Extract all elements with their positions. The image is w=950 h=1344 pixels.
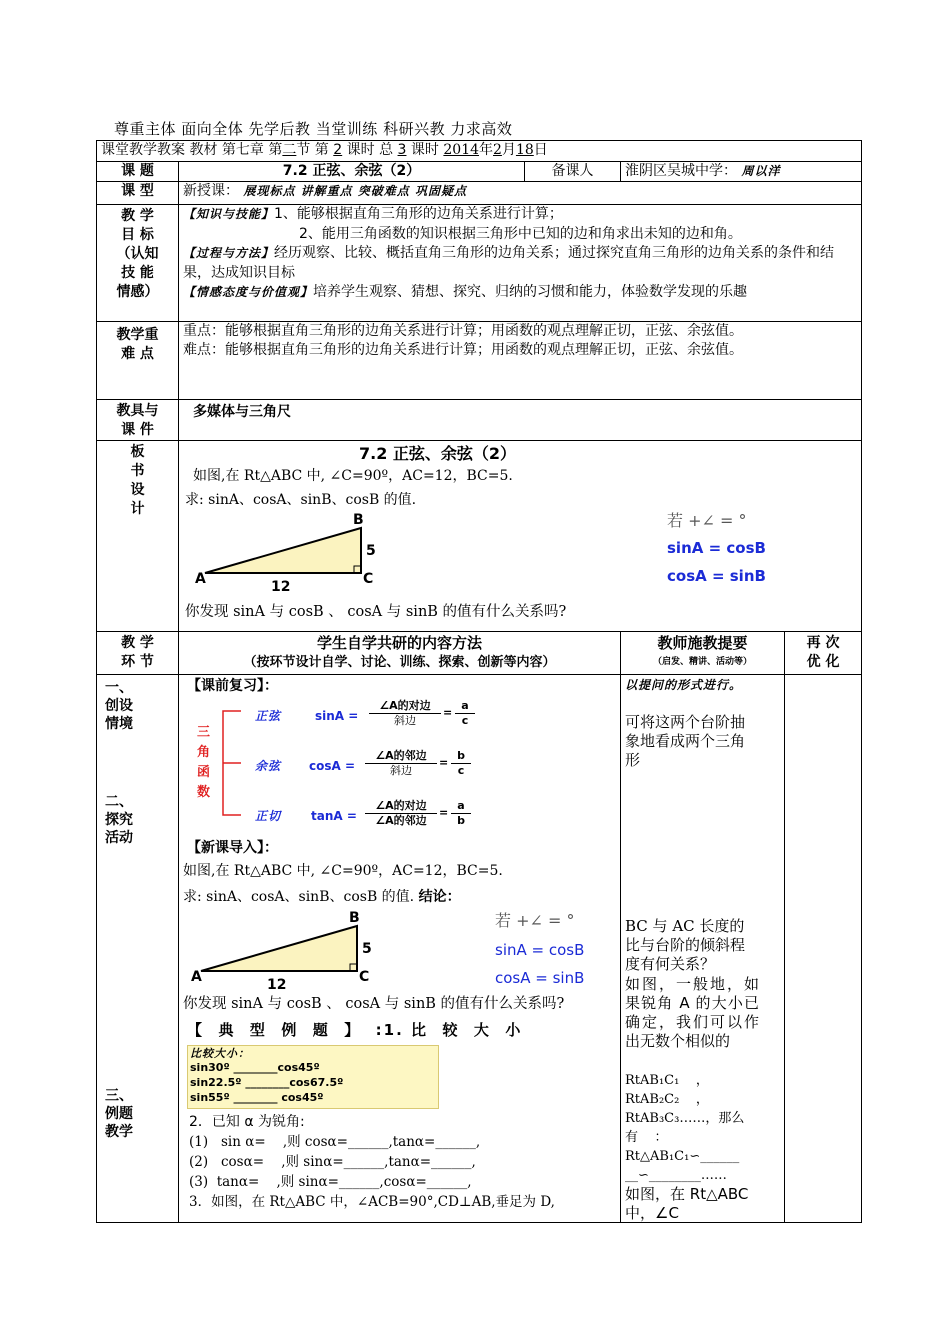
header-mid: 节 第	[296, 142, 329, 158]
vertex-A: A	[195, 571, 206, 587]
stage-2-a: 二、	[105, 794, 133, 810]
type-motto: 展现标点 讲解重点 突破难点 巩固疑点	[243, 184, 467, 198]
col-optimize	[785, 632, 862, 675]
q2c: (3) tanα= ,则 sinα=______,cosα=______,	[189, 1174, 472, 1190]
lesson-plan-table	[96, 140, 862, 1223]
cos-frac	[365, 749, 437, 778]
compare-row-3	[190, 1090, 438, 1105]
teacher-notes	[621, 675, 785, 1223]
review-side-1: 三	[197, 725, 211, 740]
knowledge-2: 2、能用三角函数的知识根据三角形中已知的边和角求出未知的边和角。	[299, 225, 742, 242]
keypoints-label-1: 教学重	[116, 327, 159, 343]
note-1: 以提问的形式进行。	[625, 678, 743, 692]
stage-3-a: 三、	[105, 1088, 133, 1104]
row3-blank: ________	[233, 1091, 278, 1104]
q2a: (1) sin α= ,则 cosα=______,tanα=______,	[189, 1134, 481, 1150]
newlesson-question: 你发现 sinA 与 cosB 、 cosA 与 sinB 的值有什么关系吗?	[183, 996, 565, 1012]
note-8: Rt△AB₁C₁∽______	[625, 1149, 740, 1164]
board-content	[179, 441, 862, 632]
review-side-2: 角	[197, 745, 211, 760]
board-label-4: 计	[130, 501, 145, 517]
sin-num: ∠A的对边	[369, 699, 441, 714]
row1-left: sin30º	[190, 1061, 230, 1074]
stage-1-b: 创设	[105, 698, 133, 714]
review-brace	[213, 705, 243, 825]
note-4: 如图，一般地，如果锐角 A 的大小已确定，我们可以作出无数个相似的	[625, 975, 759, 1050]
note-6: RtAB₂C₂ ，	[625, 1092, 709, 1107]
knowledge-tag: 【知识与技能】	[183, 207, 275, 221]
stage-2-c: 活动	[105, 830, 133, 846]
vertex-B: B	[353, 512, 364, 528]
day-suffix: 日	[533, 142, 548, 158]
cos-c: c	[457, 764, 465, 777]
col-teacher-sub: （启发、精讲、活动等）	[652, 657, 752, 667]
goals-label-2: 目 标	[121, 227, 154, 243]
period-no: 2	[333, 142, 343, 158]
note-7: RtAB₃C₃……，那么 有 ：	[625, 1111, 761, 1145]
total-periods: 3	[397, 142, 407, 158]
header-row	[97, 141, 862, 162]
review-side-4: 数	[197, 785, 211, 800]
cos-num: ∠A的邻边	[365, 749, 437, 764]
board-triangle	[193, 511, 403, 593]
cos-lhs: cosA =	[309, 759, 356, 773]
note-3: BC 与 AC 长度的比与台阶的倾斜程度有何关系？	[625, 917, 746, 973]
prep-label: 备课人	[525, 162, 621, 182]
newlesson-triangle	[189, 909, 399, 991]
col-stage-1: 教 学	[121, 635, 154, 651]
review-title: 【课前复习】：	[187, 678, 278, 694]
board-eq1: sinA = cosB	[667, 539, 766, 557]
board-if: 若 +∠ = °	[667, 511, 747, 530]
year: 2014	[443, 142, 480, 158]
row3-right: cos45º	[281, 1091, 324, 1104]
type-text: 新授课：	[183, 183, 239, 199]
col-teacher	[621, 632, 785, 675]
review-side-3: 函	[197, 765, 211, 780]
tan-name: 正切	[255, 809, 282, 823]
goals-label	[97, 205, 179, 322]
tools-label-1: 教具与	[116, 403, 159, 419]
board-label-3: 设	[130, 482, 145, 498]
emotion-tag: 【情感态度与价值观】	[183, 285, 314, 299]
row2-left: sin22.5º	[190, 1076, 242, 1089]
stage-2-b: 探究	[105, 812, 133, 828]
row1-blank: ________	[233, 1061, 278, 1074]
keypoints-label-2: 难 点	[121, 346, 154, 362]
compare-rows	[190, 1060, 438, 1105]
section-no: 二	[282, 142, 297, 158]
motto: 尊重主体 面向全体 先学后教 当堂训练 科研兴教 力求高效	[114, 120, 513, 138]
goals-label-5: 情感）	[116, 284, 159, 300]
topic-label: 课 题	[97, 162, 179, 182]
row1-right: cos45º	[277, 1061, 320, 1074]
cos-b: b	[451, 749, 471, 764]
optimize-column	[785, 675, 862, 1223]
topic-value: 7.2 正弦、余弦（2）	[179, 162, 525, 182]
keypoints-content	[179, 322, 862, 400]
compare-title: 比较大小：	[190, 1047, 250, 1060]
row2-right: cos67.5º	[289, 1076, 344, 1089]
board-label	[97, 441, 179, 632]
month: 2	[493, 142, 502, 158]
sin-lhs: sinA =	[315, 709, 359, 723]
side-bc: 5	[366, 543, 376, 559]
tan-frac	[365, 799, 437, 828]
col-student-sub: （按环节设计自学、讨论、训练、探索、创新等内容）	[243, 655, 556, 670]
stage-1-c: 情境	[105, 716, 133, 732]
sin-frac	[369, 699, 441, 728]
board-label-1: 板	[130, 444, 145, 460]
row3-left: sin55º	[190, 1091, 230, 1104]
emotion-text: 培养学生观察、猜想、探究、归纳的习惯和能力，体验数学发现的乐趣	[313, 284, 748, 300]
newlesson-title: 【新课导入】：	[187, 840, 278, 856]
vertex2-A: A	[191, 969, 202, 985]
tan-lhs: tanA =	[311, 809, 357, 823]
newlesson-line2-wrap	[183, 888, 461, 907]
newlesson-line1: 如图,在 Rt△ABC 中, ∠C=90º，AC=12，BC=5.	[183, 863, 503, 879]
process-tag: 【过程与方法】	[183, 246, 275, 260]
col-teacher-title: 教师施教提要	[657, 634, 748, 652]
newlesson-eq2: cosA = sinB	[495, 969, 585, 987]
note-10: 如图，在 Rt△ABC 中，∠C	[625, 1185, 749, 1222]
review-side	[197, 723, 210, 803]
sin-ratio: = a c	[447, 699, 475, 728]
tan-ratio: = a b	[443, 799, 471, 828]
stages-column	[97, 675, 179, 1223]
conclusion-label: 结论：	[418, 889, 461, 905]
col-student-title: 学生自学共研的内容方法	[316, 634, 482, 652]
goals-label-1: 教 学	[121, 208, 154, 224]
tan-den: ∠A的邻边	[375, 814, 427, 827]
note-9: __∽________……	[625, 1168, 727, 1183]
compare-box	[187, 1045, 439, 1109]
stage-3-b: 例题	[105, 1106, 133, 1122]
keypoints-label	[97, 322, 179, 400]
col-optimize-1: 再 次	[806, 635, 840, 651]
stage-2	[105, 793, 133, 847]
col-student	[179, 632, 621, 675]
sin-den: 斜边	[394, 714, 416, 727]
difficult-point: 难点：能够根据直角三角形的边角关系进行计算；用函数的观点理解正切，正弦、余弦值。	[183, 342, 743, 358]
stage-1-a: 一、	[105, 680, 133, 696]
tan-num: ∠A的对边	[365, 799, 437, 814]
stage-3-c: 教学	[105, 1124, 133, 1140]
row2-blank: ________	[245, 1076, 290, 1089]
triangle-shape	[205, 528, 361, 573]
key-point: 重点：能够根据直角三角形的边角关系进行计算；用函数的观点理解正切，正弦、余弦值。	[183, 323, 743, 339]
year-suffix: 年	[479, 142, 494, 158]
school-teacher	[621, 162, 862, 182]
tan-b: b	[457, 814, 465, 827]
type-label: 课 型	[97, 182, 179, 205]
board-line2: 求: sinA、cosA、sinB、cosB 的值.	[185, 492, 417, 508]
newlesson-eq1: sinA = cosB	[495, 941, 585, 959]
knowledge-1: 1、能够根据直角三角形的边角关系进行计算；	[274, 206, 563, 222]
note-5: RtAB₁C₁ ，	[625, 1073, 709, 1088]
teacher: 周以洋	[741, 164, 781, 178]
newlesson-line2: 求: sinA、cosA、sinB、cosB 的值.	[183, 889, 415, 905]
stage-1	[105, 679, 133, 733]
note-2: 可将这两个台阶抽象地看成两个三角形	[625, 713, 746, 769]
board-title: 7.2 正弦、余弦（2）	[359, 444, 517, 463]
tools-label	[97, 400, 179, 441]
sin-name: 正弦	[255, 709, 282, 723]
vertex2-C: C	[359, 969, 370, 985]
board-eq2: cosA = sinB	[667, 567, 766, 585]
student-content	[179, 675, 621, 1223]
q2b: (2) cosα= ,则 sinα=______,tanα=______,	[189, 1154, 476, 1170]
compare-row-2	[190, 1075, 438, 1090]
tools-value: 多媒体与三角尺	[179, 400, 862, 441]
day: 18	[515, 142, 534, 158]
examples-title: 【 典 型 例 题 】 :1. 比 较 大 小	[187, 1021, 523, 1039]
side-ac: 12	[271, 579, 291, 593]
process-text: 经历观察、比较、概括直角三角形的边角关系；通过探究直角三角形的边角关系的条件和结果，达成知识目标	[183, 245, 835, 281]
header-prefix: 课堂教学教案 教材 第七章 第	[101, 142, 283, 158]
col-optimize-2: 优 化	[806, 654, 840, 670]
board-line1: 如图,在 Rt△ABC 中, ∠C=90º，AC=12，BC=5.	[193, 468, 513, 484]
side2-bc: 5	[362, 941, 372, 957]
school: 淮阴区吴城中学：	[625, 163, 737, 179]
q2: 2．已知 α 为锐角:	[189, 1114, 305, 1130]
cos-name: 余弦	[255, 759, 282, 773]
tan-a: a	[451, 799, 471, 814]
cos-ratio: = b c	[443, 749, 471, 778]
triangle2-shape	[201, 926, 357, 971]
sin-a: a	[455, 699, 475, 714]
goals-content	[179, 205, 862, 322]
goals-label-3: （认知	[116, 246, 159, 262]
compare-row-1	[190, 1060, 438, 1075]
board-label-2: 书	[130, 463, 145, 479]
col-stage	[97, 632, 179, 675]
type-value	[179, 182, 862, 205]
vertex2-B: B	[349, 910, 360, 926]
header-mid2: 课时 总	[346, 142, 394, 158]
goals-label-4: 技 能	[121, 265, 154, 281]
stage-3	[105, 1087, 133, 1141]
board-question: 你发现 sinA 与 cosB 、 cosA 与 sinB 的值有什么关系吗?	[185, 604, 567, 620]
q3: 3．如图，在 Rt△ABC 中，∠ACB=90°,CD⊥AB,垂足为 D,	[189, 1194, 555, 1210]
month-suffix: 月	[501, 142, 516, 158]
tools-label-2: 课 件	[121, 422, 154, 438]
side2-ac: 12	[267, 977, 287, 991]
cos-den: 斜边	[390, 764, 412, 777]
header-mid3: 课时	[410, 142, 439, 158]
sin-c: c	[461, 714, 469, 727]
vertex-C: C	[363, 571, 374, 587]
col-stage-2: 环 节	[121, 654, 154, 670]
newlesson-if: 若 +∠ = °	[495, 911, 575, 930]
